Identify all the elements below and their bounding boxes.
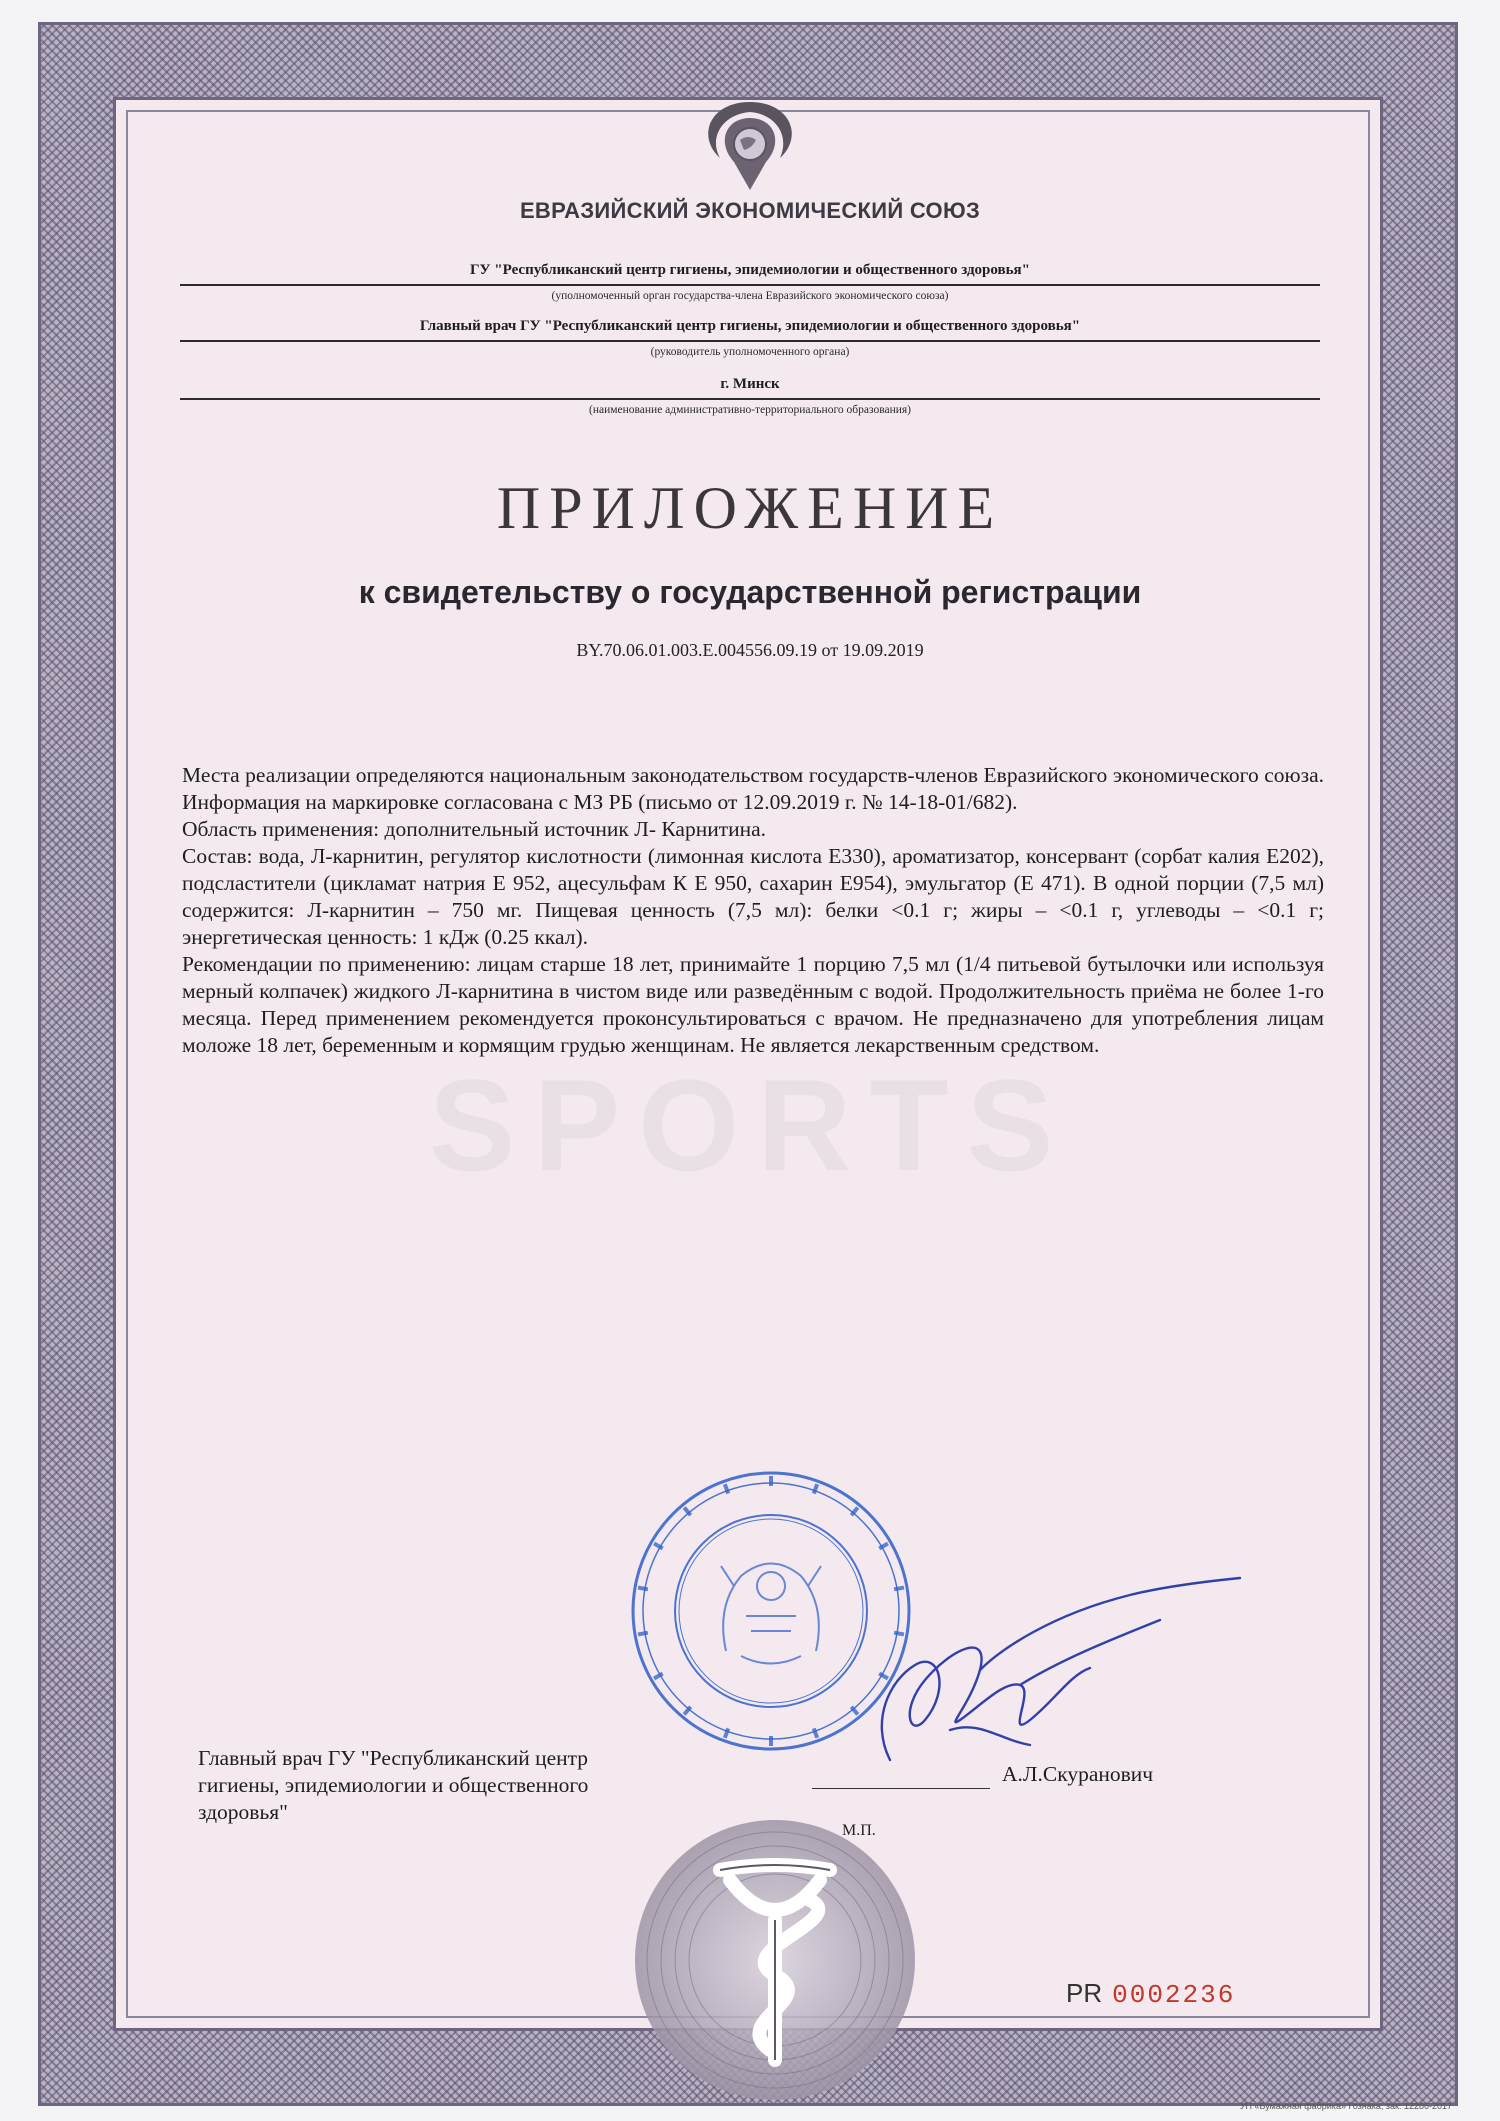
- stamp-place-label: М.П.: [842, 1822, 876, 1839]
- page-title: ПРИЛОЖЕНИЕ: [496, 475, 1004, 541]
- signatory-role-line: Главный врач ГУ "Республиканский центр: [198, 1746, 589, 1770]
- eaeu-emblem-icon: [690, 96, 810, 196]
- registration-number: BY.70.06.01.003.E.004556.09.19 от 19.09.2019: [576, 640, 924, 660]
- city-name: г. Минск: [720, 376, 780, 392]
- signatory-name: А.Л.Скуранович: [1002, 1762, 1154, 1786]
- divider: [180, 398, 1320, 400]
- body-paragraph: Места реализации определяются национальным законодательством государств-членов Евразийского экономического союза. Информация на маркировке согласована с МЗ РБ (письмо от 12.09.2019 г. № 14-18-01/682).: [182, 763, 1324, 814]
- page-subtitle: к свидетельству о государственной регистрации: [358, 574, 1142, 610]
- serial-digits: 0002236: [1112, 1980, 1236, 2010]
- watermark: SPORTS: [428, 1052, 1072, 1198]
- divider: [180, 340, 1320, 342]
- printer-imprint: УП «Бумажная фабрика» Гознака, зак. 12286-2017: [1239, 2101, 1452, 2111]
- serial-number: [1066, 1978, 1235, 2010]
- head-caption: (руководитель уполномоченного органа): [650, 346, 850, 358]
- hologram-emblem-icon: [610, 1800, 940, 2100]
- signatory-role-line: здоровья": [198, 1800, 288, 1824]
- body-paragraph: Состав: вода, Л-карнитин, регулятор кислотности (лимонная кислота Е330), ароматизатор, консервант (сорбат калия Е202), подсластители (цикламат натрия Е 952, ацесульфам К Е 950, сахарин Е954), эмульгатор (Е 471). В одной порции (7,5 мл) содержится: Л-карнитин – 750 мг. Пищевая ценность (7,5 мл): белки <0.1 г; жиры – <0.1 г, углеводы – <0.1 г; энергетическая ценность: 1 кДж (0.25 ккал).: [182, 844, 1324, 949]
- authority-caption: (уполномоченный орган государства-члена Евразийского экономического союза): [551, 290, 949, 302]
- signature-line: [812, 1788, 990, 1789]
- divider: [180, 284, 1320, 286]
- certificate-body: [182, 762, 1324, 1059]
- head-title: Главный врач ГУ "Республиканский центр гигиены, эпидемиологии и общественного здоровья": [419, 318, 1081, 334]
- union-title: ЕВРАЗИЙСКИЙ ЭКОНОМИЧЕСКИЙ СОЮЗ: [519, 198, 981, 223]
- signatory-role-line: гигиены, эпидемиологии и общественного: [198, 1773, 589, 1797]
- body-paragraph: Область применения: дополнительный источник Л- Карнитина.: [182, 817, 767, 841]
- authority-name: ГУ "Республиканский центр гигиены, эпидемиологии и общественного здоровья": [469, 262, 1030, 278]
- serial-prefix: PR: [1066, 1978, 1103, 2008]
- city-caption: (наименование административно-территориального образования): [588, 404, 912, 416]
- body-paragraph: Рекомендации по применению: лицам старше 18 лет, принимайте 1 порцию 7,5 мл (1/4 питьевой бутылочки или используя мерный колпачек) жидкого Л-карнитина в чистом виде или разведённым с водой. Продолжительность приёма не более 1-го месяца. Перед применением рекомендуется проконсультироваться с врачом. Не предназначено для употребления лицам моложе 18 лет, беременным и кормящим грудью женщинам. Не является лекарственным средством.: [182, 952, 1324, 1057]
- handwritten-signature-icon: [830, 1570, 1250, 1770]
